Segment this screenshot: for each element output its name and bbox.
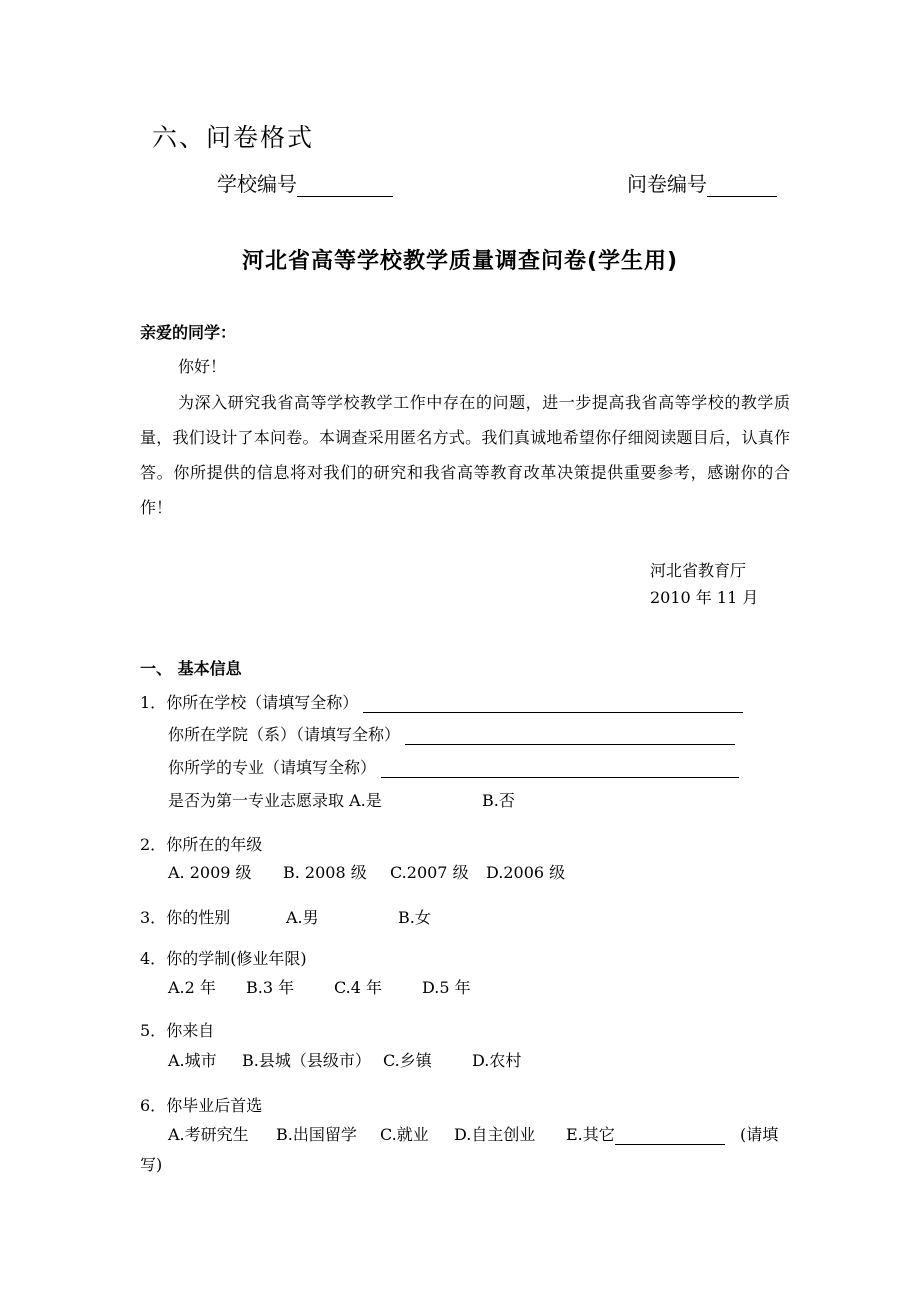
q1-first-choice-label: 是否为第一专业志愿录取 [168, 791, 345, 810]
q6-option-a[interactable]: A.考研究生 [168, 1125, 249, 1144]
document-title: 河北省高等学校教学质量调查问卷(学生用) [241, 249, 679, 274]
questionnaire-number-label: 问卷编号 [627, 172, 707, 196]
school-number-blank[interactable] [297, 174, 393, 197]
q4-option-b[interactable]: B.3 年 [246, 978, 295, 997]
q5-option-b[interactable]: B.县城（县级市） [242, 1051, 371, 1070]
q5-option-c[interactable]: C.乡镇 [383, 1051, 432, 1070]
q4-number: 4． [140, 949, 167, 968]
q1-major-label: 你所学的专业（请填写全称） [168, 758, 377, 777]
q2-question [140, 832, 262, 855]
q3-option-b[interactable]: B.女 [398, 908, 431, 927]
q6-option-b[interactable]: B.出国留学 [276, 1125, 357, 1144]
q1-school-blank[interactable] [363, 694, 743, 713]
signature-date: 2010 年 11 月 [650, 588, 759, 607]
q4-question [140, 946, 307, 969]
school-number-field [217, 168, 393, 197]
q6-option-e[interactable] [566, 1122, 725, 1145]
questionnaire-number-blank[interactable] [707, 174, 777, 197]
q2-option-a[interactable]: A. 2009 级 [168, 863, 252, 882]
q3-option-a[interactable]: A.男 [286, 908, 319, 927]
intro-paragraph: 为深入研究我省高等学校教学工作中存在的问题，进一步提高我省高等学校的教学质量，我们设计了本问卷。本调查采用匿名方式。我们真诚地希望你仔细阅读题目后，认真作答。你所提供的信息将对我们的研究和我省高等教育改革决策提供重要参考，感谢你的合作！ [140, 393, 790, 517]
q1-option-a[interactable]: A.是 [349, 791, 382, 810]
q6-option-d[interactable]: D.自主创业 [454, 1125, 536, 1144]
q1-college-blank[interactable] [405, 726, 735, 745]
q5-question [140, 1018, 214, 1041]
q5-text: 你来自 [166, 1021, 215, 1040]
q6-number: 6． [140, 1096, 167, 1115]
salutation: 亲爱的同学： [140, 323, 237, 342]
signature-org: 河北省教育厅 [650, 561, 747, 580]
q1-major [168, 755, 739, 778]
q4-option-d[interactable]: D.5 年 [422, 978, 471, 997]
q1-college-label: 你所在学院（系）（请填写全称） [168, 725, 401, 744]
q2-option-c[interactable]: C.2007 级 [390, 863, 469, 882]
q1-option-b[interactable]: B.否 [482, 791, 515, 810]
q1-major-blank[interactable] [381, 759, 739, 778]
q1-school-label: 你所在学校（请填写全称） [166, 693, 359, 712]
q4-option-c[interactable]: C.4 年 [334, 978, 383, 997]
q2-text: 你所在的年级 [166, 835, 263, 854]
q6-fill-note-cont: 写) [140, 1155, 163, 1174]
q6-text: 你毕业后首选 [166, 1096, 263, 1115]
q2-option-d[interactable]: D.2006 级 [486, 863, 566, 882]
q1-college [168, 722, 735, 745]
q5-number: 5． [140, 1021, 167, 1040]
q3-question [140, 905, 230, 928]
q6-fill-note: (请填 [740, 1125, 779, 1144]
q4-option-a[interactable]: A.2 年 [168, 978, 216, 997]
q1-school [140, 690, 743, 713]
basic-info-heading: 一、 基本信息 [140, 659, 242, 678]
q5-option-d[interactable]: D.农村 [472, 1051, 522, 1070]
school-number-label: 学校编号 [217, 172, 297, 196]
q6-option-e-label: E.其它 [566, 1125, 615, 1144]
questionnaire-number-field [627, 168, 777, 197]
q1-first-choice [168, 788, 382, 811]
q6-option-c[interactable]: C.就业 [380, 1125, 429, 1144]
section-title: 六、问卷格式 [152, 123, 315, 152]
q6-question [140, 1093, 262, 1116]
greeting: 你好！ [178, 357, 227, 376]
q2-number: 2． [140, 835, 167, 854]
q1-number: 1． [140, 693, 167, 712]
q5-option-a[interactable]: A.城市 [168, 1051, 217, 1070]
q3-text: 你的性别 [166, 908, 231, 927]
q3-number: 3． [140, 908, 167, 927]
q2-option-b[interactable]: B. 2008 级 [283, 863, 367, 882]
q6-other-blank[interactable] [615, 1126, 725, 1145]
q4-text: 你的学制(修业年限) [166, 949, 307, 968]
